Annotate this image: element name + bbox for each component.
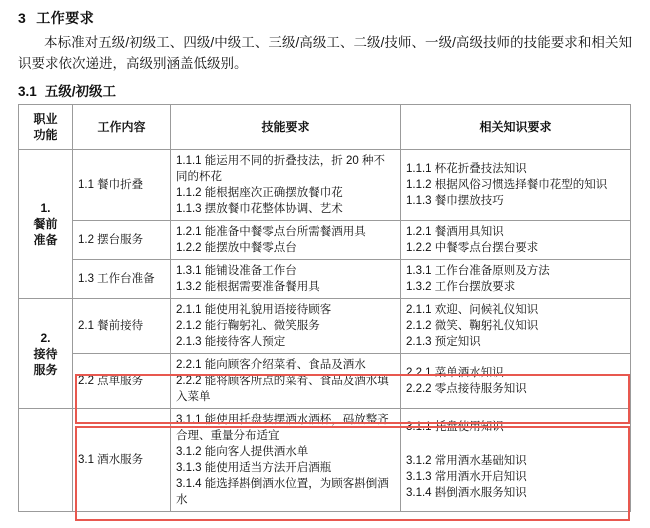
skill-cell bbox=[171, 354, 401, 409]
knowledge-line: 1.2.2 中餐零点台摆台要求 bbox=[406, 242, 539, 254]
skill-line: 2.1.3 能接待客人预定 bbox=[176, 336, 286, 348]
subsection-number: 3.1 bbox=[18, 84, 37, 99]
knowledge-line: 1.3.1 工作台准备原则及方法 bbox=[406, 265, 550, 277]
knowledge-line: 2.1.3 预定知识 bbox=[406, 336, 481, 348]
skill-cell bbox=[171, 260, 401, 299]
function-line: 1. bbox=[40, 201, 51, 215]
skill-cell bbox=[171, 221, 401, 260]
knowledge-cell bbox=[401, 299, 631, 354]
task-cell: 1.1 餐巾折叠 bbox=[73, 150, 171, 221]
skill-line: 3.1.1 能使用托盘装摆酒水酒杯，码放整齐合理、重量分布适宜 bbox=[176, 414, 389, 442]
table-header-row bbox=[19, 105, 631, 150]
table-row bbox=[19, 221, 631, 260]
document-page bbox=[0, 8, 650, 528]
intro-text: 本标准对五级/初级工、四级/中级工、三级/高级工、二级/技师、一级/高级技师的技能要求和相关知识要求依次递进，高级别涵盖低级别。 bbox=[18, 35, 632, 71]
skill-cell bbox=[171, 409, 401, 512]
function-line: 服务 bbox=[33, 362, 58, 377]
table-row bbox=[19, 260, 631, 299]
skill-line: 1.3.1 能铺设准备工作台 bbox=[176, 265, 297, 277]
skill-line: 2.1.2 能行鞠躬礼、微笑服务 bbox=[176, 320, 320, 332]
work-requirements-table bbox=[18, 104, 631, 512]
knowledge-line: 1.3.2 工作台摆放要求 bbox=[406, 281, 516, 293]
function-line: 2. bbox=[40, 330, 51, 345]
skill-line: 2.2.2 能将顾客所点的菜肴、食品及酒水填入菜单 bbox=[176, 375, 389, 403]
column-header-content: 工作内容 bbox=[73, 105, 171, 150]
skill-line: 3.1.3 能使用适当方法开启酒瓶 bbox=[176, 462, 332, 474]
function-line: 准备 bbox=[33, 233, 58, 247]
section-number: 3 bbox=[18, 10, 27, 26]
knowledge-line-spacer bbox=[406, 435, 625, 453]
knowledge-cell bbox=[401, 221, 631, 260]
knowledge-line: 3.1.1 托盘使用知识 bbox=[406, 421, 504, 434]
section-title: 工作要求 bbox=[36, 10, 95, 26]
column-header-function bbox=[19, 105, 73, 150]
table-row bbox=[19, 409, 631, 512]
skill-cell bbox=[171, 299, 401, 354]
skill-line: 1.1.2 能根据座次正确摆放餐巾花 bbox=[176, 187, 343, 199]
function-cell-3 bbox=[19, 409, 73, 512]
section-heading bbox=[18, 8, 650, 28]
column-header-knowledge: 相关知识要求 bbox=[401, 105, 631, 150]
function-line: 餐前 bbox=[33, 217, 58, 231]
knowledge-line: 2.2.1 菜单酒水知识 bbox=[406, 367, 504, 379]
skill-line: 1.1.3 摆放餐巾花整体协调、艺术 bbox=[176, 203, 343, 215]
knowledge-line: 3.1.4 斟倒酒水服务知识 bbox=[406, 486, 527, 499]
knowledge-cell bbox=[401, 409, 631, 512]
knowledge-line: 1.1.2 根据风俗习惯选择餐巾花型的知识 bbox=[406, 179, 608, 191]
knowledge-line: 1.2.1 餐酒用具知识 bbox=[406, 226, 504, 238]
knowledge-cell bbox=[401, 260, 631, 299]
task-cell: 1.3 工作台准备 bbox=[73, 260, 171, 299]
skill-line: 2.2.1 能向顾客介绍菜肴、食品及酒水 bbox=[176, 359, 366, 371]
knowledge-line: 3.1.3 常用酒水开启知识 bbox=[406, 470, 527, 483]
function-cell-1 bbox=[19, 150, 73, 299]
column-header-function-line1: 职业 bbox=[33, 112, 58, 126]
column-header-skill: 技能要求 bbox=[171, 105, 401, 150]
skill-line: 3.1.2 能向客人提供酒水单 bbox=[176, 446, 309, 458]
knowledge-cell bbox=[401, 354, 631, 409]
subsection-title: 五级/初级工 bbox=[44, 84, 117, 99]
task-cell: 2.1 餐前接待 bbox=[73, 299, 171, 354]
column-header-function-line2: 功能 bbox=[33, 128, 58, 142]
skill-line: 1.2.2 能摆放中餐零点台 bbox=[176, 242, 297, 254]
skill-line: 1.1.1 能运用不同的折叠技法，折 20 种不同的杯花 bbox=[176, 155, 385, 183]
knowledge-line: 2.1.1 欢迎、问候礼仪知识 bbox=[406, 304, 539, 316]
skill-line: 1.2.1 能准备中餐零点台所需餐酒用具 bbox=[176, 226, 366, 238]
table-row bbox=[19, 354, 631, 409]
skill-line: 1.3.2 能根据需要准备餐用具 bbox=[176, 281, 320, 293]
subsection-heading bbox=[18, 80, 650, 100]
knowledge-line: 1.1.3 餐巾摆放技巧 bbox=[406, 195, 504, 207]
knowledge-line: 2.2.2 零点接待服务知识 bbox=[406, 383, 527, 395]
knowledge-line: 3.1.2 常用酒水基础知识 bbox=[406, 454, 527, 467]
knowledge-line: 2.1.2 微笑、鞠躬礼仪知识 bbox=[406, 320, 539, 332]
table-row bbox=[19, 150, 631, 221]
knowledge-cell bbox=[401, 150, 631, 221]
skill-line: 3.1.4 能选择斟倒酒水位置，为顾客斟倒酒水 bbox=[176, 478, 389, 506]
knowledge-line: 1.1.1 杯花折叠技法知识 bbox=[406, 163, 527, 175]
table-row bbox=[19, 299, 631, 354]
task-cell: 1.2 摆台服务 bbox=[73, 221, 171, 260]
task-cell: 3.1 酒水服务 bbox=[73, 409, 171, 512]
skill-line: 2.1.1 能使用礼貌用语接待顾客 bbox=[176, 304, 332, 316]
skill-cell bbox=[171, 150, 401, 221]
function-cell-2 bbox=[19, 299, 73, 409]
intro-paragraph bbox=[18, 32, 632, 74]
task-cell: 2.2 点单服务 bbox=[73, 354, 171, 409]
function-line: 接待 bbox=[33, 346, 58, 361]
